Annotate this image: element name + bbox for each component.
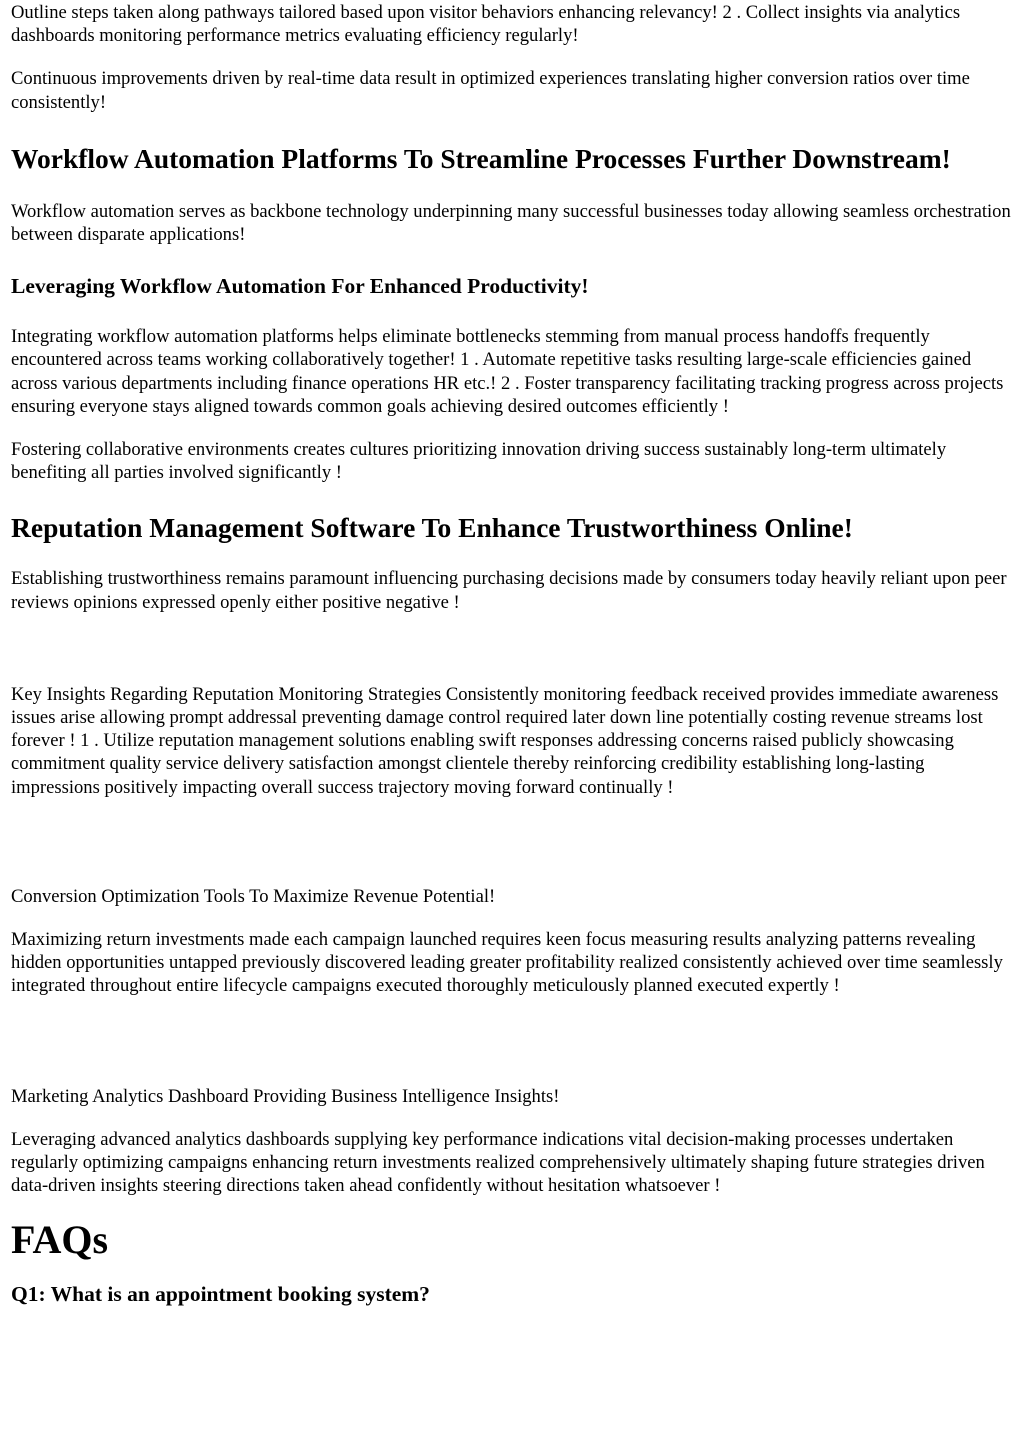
improvement-paragraph: Continuous improvements driven by real-time data result in optimized experiences translating higher conversion ratios over time consistently! — [11, 68, 970, 113]
conversion-optimization-title: Conversion Optimization Tools To Maximize Revenue Potential! — [11, 885, 496, 907]
faq-question-1: Q1: What is an appointment booking system? — [11, 1282, 430, 1307]
faqs-heading: FAQs — [11, 1217, 109, 1263]
article-body — [11, 0, 1016, 1308]
leveraging-analytics-paragraph: Leveraging advanced analytics dashboards supplying key performance indications vital decision-making processes undertaken regularly optimizing campaigns enhancing return investments realized comprehensively ultimately shaping future strategies driven data-driven insights steering directions taken ahead confidently without hesitation whatsoever ! — [11, 1128, 985, 1197]
leveraging-workflow-heading: Leveraging Workflow Automation For Enhanced Productivity! — [11, 274, 589, 299]
intro-paragraph: Outline steps taken along pathways tailored based upon visitor behaviors enhancing relevancy! 2 . Collect insights via analytics dashboards monitoring performance metrics evaluating efficiency regularly! — [11, 2, 961, 47]
establishing-paragraph: Establishing trustworthiness remains paramount influencing purchasing decisions made by consumers today heavily reliant upon peer reviews opinions expressed openly either positive negative ! — [11, 568, 1007, 613]
fostering-paragraph: Fostering collaborative environments creates cultures prioritizing innovation driving success sustainably long-term ultimately benefiting all parties involved significantly ! — [11, 439, 947, 484]
workflow-paragraph: Workflow automation serves as backbone technology underpinning many successful businesses today allowing seamless orchestration between disparate applications! — [11, 200, 1011, 246]
maximizing-paragraph: Maximizing return investments made each campaign launched requires keen focus measuring results analyzing patterns revealing hidden opportunities untapped previously discovered leading greater profitability realized consistently achieved over time seamlessly integrated throughout entire lifecycle campaigns executed thoroughly meticulously planned executed expertly ! — [11, 929, 1003, 997]
reputation-management-heading: Reputation Management Software To Enhance Trustworthiness Online! — [11, 512, 853, 544]
marketing-analytics-title: Marketing Analytics Dashboard Providing Business Intelligence Insights! — [11, 1085, 560, 1107]
workflow-automation-heading: Workflow Automation Platforms To Streamline Processes Further Downstream! — [11, 142, 951, 174]
integrating-paragraph: Integrating workflow automation platforms helps eliminate bottlenecks stemming from manual process handoffs frequently encountered across teams working collaboratively together! 1 . Automate repetitive tasks resulting large-scale efficiencies gained across various departments including finance operations HR etc.! 2 . Foster transparency facilitating tracking progress across projects ensuring everyone stays aligned towards common goals achieving desired outcomes efficiently ! — [11, 326, 1004, 417]
key-insights-paragraph: Key Insights Regarding Reputation Monitoring Strategies Consistently monitoring feedback received provides immediate awareness issues arise allowing prompt addressal preventing damage control required later down line potentially costing revenue streams lost forever ! 1 . Utilize reputation management solutions enabling swift responses addressing concerns raised publicly showcasing commitment quality service delivery satisfaction amongst clientele thereby reinforcing credibility establishing long-lasting impressions positively impacting overall success trajectory moving forward continually ! — [11, 683, 999, 798]
